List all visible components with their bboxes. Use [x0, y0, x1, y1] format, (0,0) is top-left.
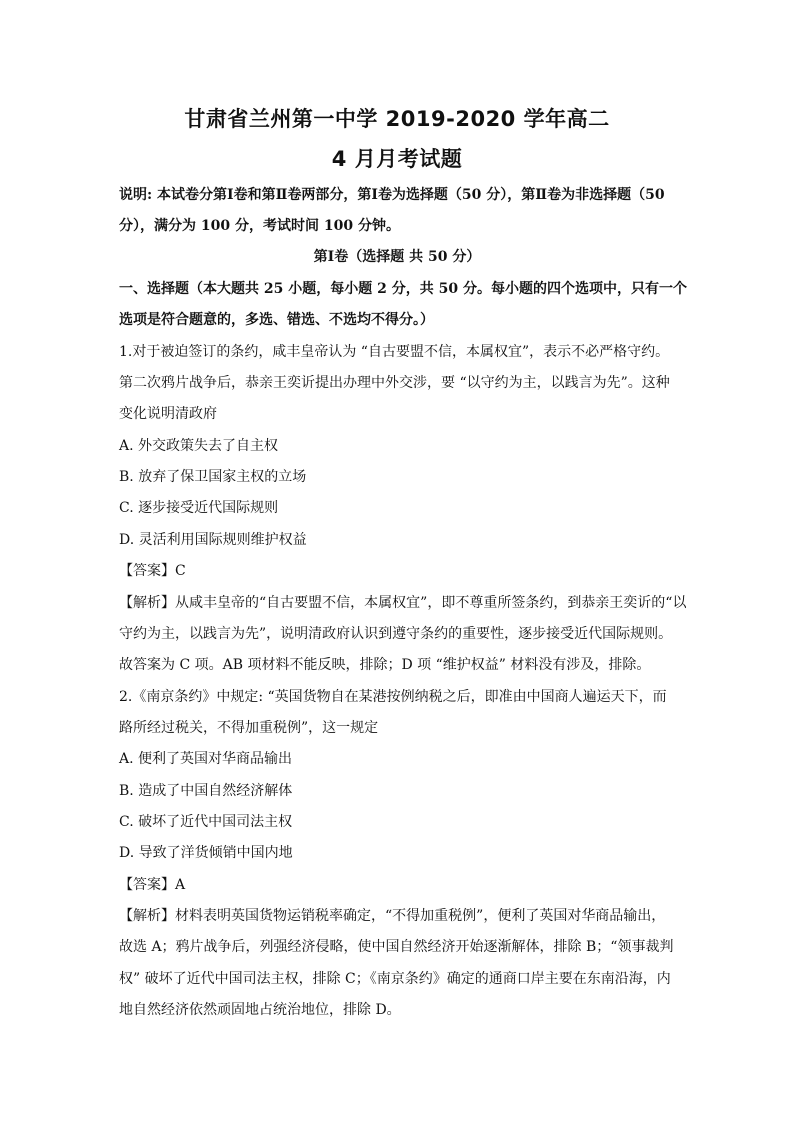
- exam-title-line1: 甘肃省兰州第一中学 2019-2020 学年高二: [184, 107, 610, 131]
- q2-analysis-line3: 权” 破坏了近代中国司法主权，排除 C；《南京条约》确定的通商口岸主要在东南沿海，内: [119, 971, 671, 987]
- q2-stem-line1: 2.《南京条约》中规定: “英国货物自在某港按例纳税之后，即准由中国商人遍运天下，而: [119, 689, 667, 705]
- q1-stem-line1: 1.对于被迫签订的条约，咸丰皇帝认为 “自古要盟不信，本属权宜”，表示不必严格守约。: [119, 344, 670, 360]
- instructions-line2: 分），满分为 100 分，考试时间 100 分钟。: [119, 218, 400, 234]
- instructions-line1: 说明: 本试卷分第Ⅰ卷和第Ⅱ卷两部分，第Ⅰ卷为选择题（50 分），第Ⅱ卷为非选择题（50: [119, 187, 665, 203]
- q1-option-d: D. 灵活利用国际规则维护权益: [119, 532, 307, 548]
- q2-analysis-line1: 【解析】材料表明英国货物运销税率确定，“不得加重税例”，便利了英国对华商品输出，: [119, 908, 666, 924]
- q1-option-a: A. 外交政策失去了自主权: [119, 438, 279, 454]
- q2-option-d: D. 导致了洋货倾销中国内地: [119, 845, 293, 861]
- q1-analysis-line3: 故答案为 C 项。AB 项材料不能反映，排除；D 项 “维护权益” 材料没有涉及，排除。: [119, 657, 651, 673]
- q2-answer: 【答案】A: [119, 877, 186, 893]
- q2-option-a: A. 便利了英国对华商品输出: [119, 751, 293, 767]
- exam-title-line2: 4 月月考试题: [331, 147, 463, 171]
- q2-analysis-line4: 地自然经济依然顽固地占统治地位，排除 D。: [119, 1002, 401, 1018]
- q1-option-c: C. 逐步接受近代国际规则: [119, 500, 279, 516]
- q2-option-c: C. 破坏了近代中国司法主权: [119, 814, 293, 830]
- q2-option-b: B. 造成了中国自然经济解体: [119, 783, 293, 799]
- q1-stem-line2: 第二次鸦片战争后，恭亲王奕䜣提出办理中外交涉，要 “以守约为主，以践言为先”。这种: [119, 375, 670, 391]
- q1-stem-line3: 变化说明清政府: [119, 406, 217, 422]
- part-intro-line1: 一、选择题（本大题共 25 小题，每小题 2 分，共 50 分。每小题的四个选项中，只有一个: [119, 281, 687, 297]
- q1-option-b: B. 放弃了保卫国家主权的立场: [119, 469, 307, 485]
- q1-answer: 【答案】C: [119, 563, 186, 579]
- q2-stem-line2: 路所经过税关，不得加重税例”，这一规定: [119, 720, 379, 736]
- section-heading: 第Ⅰ卷（选择题 共 50 分）: [313, 249, 481, 265]
- part-intro-line2: 选项是符合题意的，多选、错选、不选均不得分。）: [119, 312, 434, 328]
- q1-analysis-line1: 【解析】从咸丰皇帝的“自古要盟不信，本属权宜”，即不尊重所签条约，到恭亲王奕䜣的“以: [119, 595, 687, 611]
- q1-analysis-line2: 守约为主，以践言为先”，说明清政府认识到遵守条约的重要性，逐步接受近代国际规则。: [119, 626, 673, 642]
- q2-analysis-line2: 故选 A；鸦片战争后，列强经济侵略，使中国自然经济开始逐渐解体，排除 B；“领事裁判: [119, 939, 674, 955]
